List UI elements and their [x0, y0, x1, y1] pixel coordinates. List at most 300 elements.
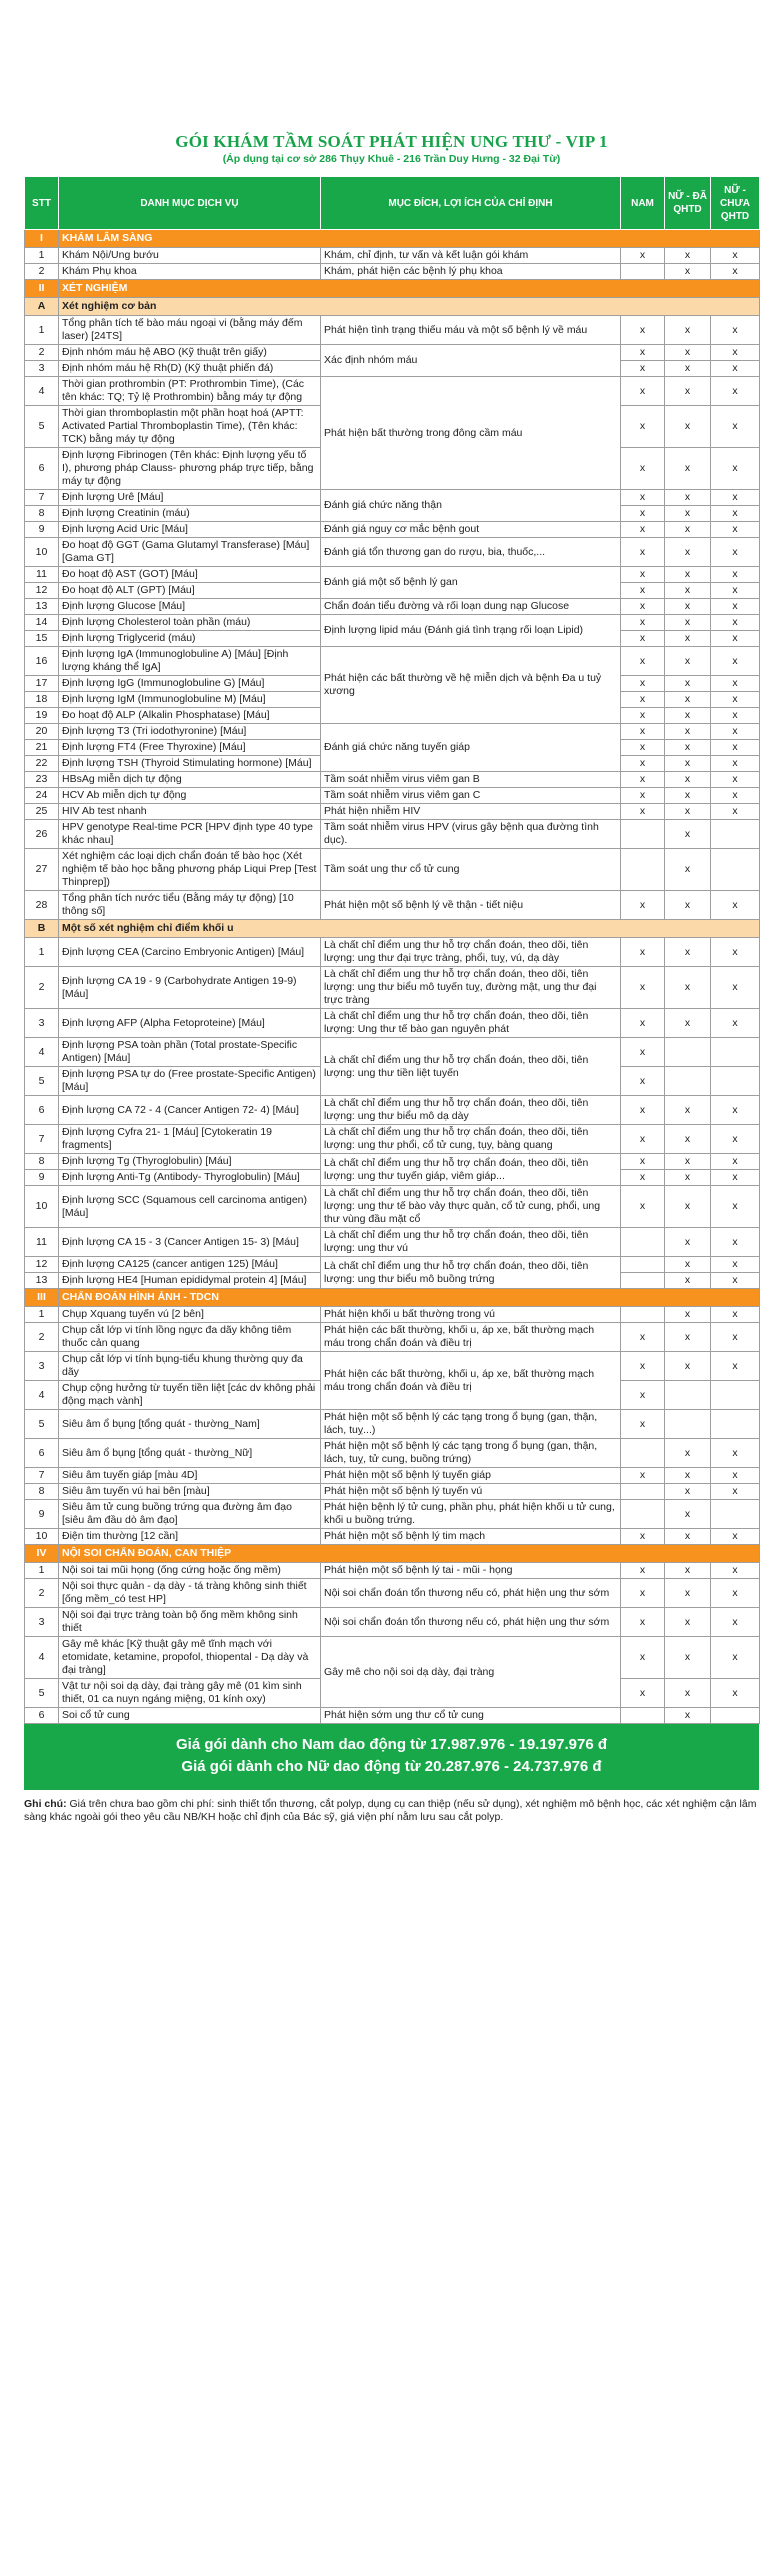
male-check: x — [621, 938, 665, 967]
male-check: x — [621, 567, 665, 583]
female-active-check: x — [665, 1637, 711, 1679]
female-inactive-check: x — [711, 448, 760, 490]
female-active-check: x — [665, 740, 711, 756]
col-header-female-active: NỮ - ĐÃ QHTD — [665, 177, 711, 230]
female-inactive-check: x — [711, 615, 760, 631]
row-number: 16 — [25, 647, 59, 676]
row-number: 2 — [25, 1323, 59, 1352]
service-purpose: Tầm soát nhiễm virus viêm gan B — [321, 772, 621, 788]
table-row — [25, 967, 760, 1009]
female-active-check: x — [665, 1228, 711, 1257]
service-name: Siêu âm tử cung buồng trứng qua đường âm đạo [siêu âm đầu dò âm đạo] — [59, 1500, 321, 1529]
service-name: HPV genotype Real-time PCR [HPV định type 40 type khác nhau] — [59, 820, 321, 849]
service-name: HCV Ab miễn dịch tự động — [59, 788, 321, 804]
male-check — [621, 1439, 665, 1468]
col-header-female-inactive: NỮ - CHƯA QHTD — [711, 177, 760, 230]
row-number: 11 — [25, 567, 59, 583]
service-name: Định lượng Anti-Tg (Antibody- Thyroglobulin) [Máu] — [59, 1170, 321, 1186]
female-active-check: x — [665, 1257, 711, 1273]
service-name: Định lượng IgG (Immunoglobuline G) [Máu] — [59, 676, 321, 692]
row-number: 23 — [25, 772, 59, 788]
row-number: 6 — [25, 448, 59, 490]
row-number: 9 — [25, 1170, 59, 1186]
female-active-check: x — [665, 849, 711, 891]
row-number: 12 — [25, 583, 59, 599]
male-check: x — [621, 1679, 665, 1708]
section-row — [25, 230, 760, 248]
male-check: x — [621, 248, 665, 264]
female-inactive-check: x — [711, 708, 760, 724]
service-name: HIV Ab test nhanh — [59, 804, 321, 820]
female-active-check: x — [665, 1468, 711, 1484]
service-purpose: Phát hiện các bất thường về hệ miễn dịch và bệnh Đa u tuỷ xương — [321, 647, 621, 724]
female-active-check: x — [665, 1170, 711, 1186]
male-check: x — [621, 708, 665, 724]
female-inactive-check: x — [711, 647, 760, 676]
female-inactive-check: x — [711, 891, 760, 920]
service-name: Đo hoạt độ ALP (Alkalin Phosphatase) [Máu] — [59, 708, 321, 724]
table-row — [25, 1439, 760, 1468]
row-number: 11 — [25, 1228, 59, 1257]
table-row — [25, 1708, 760, 1724]
female-inactive-check — [711, 1708, 760, 1724]
service-purpose: Gây mê cho nội soi dạ dày, đại tràng — [321, 1637, 621, 1708]
female-inactive-check: x — [711, 724, 760, 740]
table-row — [25, 1468, 760, 1484]
service-purpose: Phát hiện tình trạng thiếu máu và một số bệnh lý về máu — [321, 316, 621, 345]
male-check: x — [621, 1529, 665, 1545]
service-purpose: Là chất chỉ điểm ung thư hỗ trợ chẩn đoán, theo dõi, tiên lượng: ung thư phổi, cổ tử cung, tụy, bàng quang — [321, 1125, 621, 1154]
row-number: 10 — [25, 538, 59, 567]
page-subtitle: (Áp dụng tại cơ sở 286 Thụy Khuê - 216 Trần Duy Hưng - 32 Đại Từ) — [222, 153, 561, 165]
male-check: x — [621, 1096, 665, 1125]
male-check: x — [621, 1468, 665, 1484]
service-purpose: Phát hiện bệnh lý tử cung, phần phụ, phát hiện khối u tử cung, khối u buồng trứng. — [321, 1500, 621, 1529]
female-active-check: x — [665, 772, 711, 788]
female-active-check: x — [665, 506, 711, 522]
table-row — [25, 1484, 760, 1500]
row-number: 13 — [25, 1273, 59, 1289]
service-purpose: Tầm soát ung thư cổ tử cung — [321, 849, 621, 891]
female-active-check: x — [665, 583, 711, 599]
male-check: x — [621, 1608, 665, 1637]
service-name: Định lượng HE4 [Human epididymal protein 4] [Máu] — [59, 1273, 321, 1289]
section-number: IV — [25, 1545, 59, 1563]
service-purpose: Là chất chỉ điểm ung thư hỗ trợ chẩn đoán, theo dõi, tiên lượng: ung thư vú — [321, 1228, 621, 1257]
female-active-check: x — [665, 891, 711, 920]
male-check: x — [621, 647, 665, 676]
female-inactive-check: x — [711, 1186, 760, 1228]
male-check: x — [621, 1125, 665, 1154]
service-purpose: Là chất chỉ điểm ung thư hỗ trợ chẩn đoán, theo dõi, tiên lượng: ung thư biểu mô dạ dày — [321, 1096, 621, 1125]
female-inactive-check — [711, 1410, 760, 1439]
service-purpose: Phát hiện các bất thường, khối u, áp xe, bất thường mạch máu trong chẩn đoán và điều trị — [321, 1352, 621, 1410]
table-row — [25, 1307, 760, 1323]
female-inactive-check: x — [711, 567, 760, 583]
service-name: Định lượng CEA (Carcino Embryonic Antigen) [Máu] — [59, 938, 321, 967]
table-row — [25, 1228, 760, 1257]
female-inactive-check: x — [711, 967, 760, 1009]
female-inactive-check: x — [711, 772, 760, 788]
row-number: 8 — [25, 1484, 59, 1500]
female-active-check: x — [665, 1307, 711, 1323]
row-number: 4 — [25, 1038, 59, 1067]
service-name: Gây mê khác [Kỹ thuật gây mê tĩnh mạch với etomidate, ketamine, propofol, thiopental - Dạ dày và đại tràng] — [59, 1637, 321, 1679]
row-number: 26 — [25, 820, 59, 849]
male-check: x — [621, 967, 665, 1009]
row-number: 12 — [25, 1257, 59, 1273]
female-active-check: x — [665, 820, 711, 849]
female-inactive-check — [711, 1500, 760, 1529]
male-check: x — [621, 615, 665, 631]
female-inactive-check: x — [711, 1228, 760, 1257]
row-number: 6 — [25, 1096, 59, 1125]
female-active-check: x — [665, 967, 711, 1009]
note-label: Ghi chú: — [24, 1798, 67, 1810]
row-number: 24 — [25, 788, 59, 804]
table-row — [25, 1579, 760, 1608]
male-check: x — [621, 1410, 665, 1439]
female-active-check: x — [665, 1529, 711, 1545]
row-number: 10 — [25, 1529, 59, 1545]
female-active-check: x — [665, 448, 711, 490]
female-inactive-check — [711, 849, 760, 891]
table-row — [25, 248, 760, 264]
section-title: Một số xét nghiệm chỉ điểm khối u — [59, 920, 760, 938]
service-purpose: Là chất chỉ điểm ung thư hỗ trợ chẩn đoán, theo dõi, tiên lượng: ung thư tiền liệt tuyến — [321, 1038, 621, 1096]
female-inactive-check: x — [711, 406, 760, 448]
female-inactive-check: x — [711, 1439, 760, 1468]
service-name: Định lượng Urê [Máu] — [59, 490, 321, 506]
service-purpose: Phát hiện một số bệnh lý tuyến vú — [321, 1484, 621, 1500]
female-active-check: x — [665, 1009, 711, 1038]
table-row — [25, 1410, 760, 1439]
female-active-check: x — [665, 522, 711, 538]
male-check: x — [621, 740, 665, 756]
table-row — [25, 1038, 760, 1067]
service-purpose: Phát hiện một số bệnh lý tuyến giáp — [321, 1468, 621, 1484]
female-active-check: x — [665, 264, 711, 280]
table-row — [25, 724, 760, 740]
male-check — [621, 820, 665, 849]
female-inactive-check: x — [711, 361, 760, 377]
table-row — [25, 316, 760, 345]
row-number: 1 — [25, 316, 59, 345]
service-name: Thời gian thromboplastin một phần hoạt hoá (APTT: Activated Partial Thromboplastin Time), (Tên khác: TCK) bằng máy tự động — [59, 406, 321, 448]
service-purpose: Đánh giá tổn thương gan do rượu, bia, thuốc,... — [321, 538, 621, 567]
female-active-check: x — [665, 615, 711, 631]
service-name: Siêu âm ổ bụng [tổng quát - thường_Nam] — [59, 1410, 321, 1439]
service-name: Chụp Xquang tuyến vú [2 bên] — [59, 1307, 321, 1323]
female-inactive-check: x — [711, 1352, 760, 1381]
table-row — [25, 820, 760, 849]
service-name: Khám Phụ khoa — [59, 264, 321, 280]
female-active-check: x — [665, 361, 711, 377]
female-active-check: x — [665, 1096, 711, 1125]
female-inactive-check: x — [711, 1096, 760, 1125]
female-active-check: x — [665, 1352, 711, 1381]
service-name: Định lượng IgA (Immunoglobuline A) [Máu] [Định lượng kháng thể IgA] — [59, 647, 321, 676]
table-row — [25, 1500, 760, 1529]
row-number: 22 — [25, 756, 59, 772]
service-name: Đo hoạt độ GGT (Gama Glutamyl Transferase) [Máu] [Gama GT] — [59, 538, 321, 567]
table-row — [25, 567, 760, 583]
service-purpose: Là chất chỉ điểm ung thư hỗ trợ chẩn đoán, theo dõi, tiên lượng: Ung thư tế bào gan nguyên phát — [321, 1009, 621, 1038]
row-number: 10 — [25, 1186, 59, 1228]
table-row — [25, 1323, 760, 1352]
service-purpose: Nội soi chẩn đoán tổn thương nếu có, phát hiện ung thư sớm — [321, 1608, 621, 1637]
female-active-check — [665, 1038, 711, 1067]
page-title: GÓI KHÁM TẦM SOÁT PHÁT HIỆN UNG THƯ - VIP 1 — [175, 132, 608, 151]
female-active-check: x — [665, 1608, 711, 1637]
table-row — [25, 599, 760, 615]
row-number: 3 — [25, 361, 59, 377]
female-inactive-check: x — [711, 345, 760, 361]
col-header-stt: STT — [25, 177, 59, 230]
female-active-check: x — [665, 377, 711, 406]
row-number: 1 — [25, 248, 59, 264]
female-active-check: x — [665, 788, 711, 804]
female-active-check: x — [665, 567, 711, 583]
service-purpose: Phát hiện một số bệnh lý về thận - tiết niệu — [321, 891, 621, 920]
table-row — [25, 804, 760, 820]
female-inactive-check: x — [711, 1679, 760, 1708]
table-row — [25, 1009, 760, 1038]
male-check: x — [621, 724, 665, 740]
row-number: 3 — [25, 1352, 59, 1381]
service-name: Định lượng Cholesterol toàn phần (máu) — [59, 615, 321, 631]
male-check: x — [621, 490, 665, 506]
table-row — [25, 1096, 760, 1125]
table-row — [25, 345, 760, 361]
female-active-check: x — [665, 1439, 711, 1468]
service-purpose: Là chất chỉ điểm ung thư hỗ trợ chẩn đoán, theo dõi, tiên lượng: ung thư tuyến giáp, viêm giáp... — [321, 1154, 621, 1186]
service-name: Siêu âm tuyến giáp [màu 4D] — [59, 1468, 321, 1484]
female-active-check: x — [665, 248, 711, 264]
female-inactive-check: x — [711, 1125, 760, 1154]
row-number: 19 — [25, 708, 59, 724]
service-purpose: Phát hiện một số bệnh lý tai - mũi - họng — [321, 1563, 621, 1579]
female-active-check: x — [665, 538, 711, 567]
male-check: x — [621, 891, 665, 920]
male-check: x — [621, 1067, 665, 1096]
female-inactive-check: x — [711, 1170, 760, 1186]
female-inactive-check: x — [711, 631, 760, 647]
male-check — [621, 264, 665, 280]
service-name: Định lượng CA 19 - 9 (Carbohydrate Antigen 19-9) [Máu] — [59, 967, 321, 1009]
female-inactive-check: x — [711, 1009, 760, 1038]
table-row — [25, 1352, 760, 1381]
section-number: II — [25, 280, 59, 298]
row-number: 20 — [25, 724, 59, 740]
male-check — [621, 1708, 665, 1724]
header — [0, 0, 783, 176]
service-purpose: Xác định nhóm máu — [321, 345, 621, 377]
female-inactive-check: x — [711, 538, 760, 567]
male-check: x — [621, 522, 665, 538]
row-number: 3 — [25, 1608, 59, 1637]
row-number: 8 — [25, 506, 59, 522]
row-number: 6 — [25, 1439, 59, 1468]
col-header-male: NAM — [621, 177, 665, 230]
female-active-check: x — [665, 708, 711, 724]
female-active-check: x — [665, 1125, 711, 1154]
table-body — [25, 230, 760, 1724]
female-inactive-check: x — [711, 1468, 760, 1484]
service-name: Nội soi thực quản - dạ dày - tá tràng không sinh thiết [ống mềm_có test HP] — [59, 1579, 321, 1608]
female-inactive-check: x — [711, 506, 760, 522]
row-number: 4 — [25, 377, 59, 406]
service-name: Đo hoạt độ ALT (GPT) [Máu] — [59, 583, 321, 599]
service-purpose: Tầm soát nhiễm virus HPV (virus gây bệnh qua đường tình dục). — [321, 820, 621, 849]
male-check: x — [621, 406, 665, 448]
male-check: x — [621, 599, 665, 615]
service-purpose: Phát hiện một số bệnh lý các tạng trong ổ bụng (gan, thận, lách, tuỵ, tử cung, buồng trứng) — [321, 1439, 621, 1468]
row-number: 13 — [25, 599, 59, 615]
row-number: 7 — [25, 1125, 59, 1154]
table-row — [25, 1125, 760, 1154]
table-row — [25, 1257, 760, 1273]
male-check: x — [621, 1381, 665, 1410]
male-check: x — [621, 345, 665, 361]
female-inactive-check: x — [711, 692, 760, 708]
service-name: Đo hoạt độ AST (GOT) [Máu] — [59, 567, 321, 583]
female-active-check: x — [665, 490, 711, 506]
service-name: Điện tim thường [12 cần] — [59, 1529, 321, 1545]
service-name: HBsAg miễn dịch tự động — [59, 772, 321, 788]
female-active-check: x — [665, 631, 711, 647]
section-row — [25, 1545, 760, 1563]
service-name: Định lượng AFP (Alpha Fetoproteine) [Máu] — [59, 1009, 321, 1038]
female-inactive-check: x — [711, 938, 760, 967]
male-check: x — [621, 538, 665, 567]
table-row — [25, 264, 760, 280]
row-number: 17 — [25, 676, 59, 692]
male-check: x — [621, 583, 665, 599]
service-name: Nội soi tai mũi họng (ống cứng hoặc ống mềm) — [59, 1563, 321, 1579]
service-purpose: Khám, phát hiện các bệnh lý phụ khoa — [321, 264, 621, 280]
row-number: 9 — [25, 522, 59, 538]
female-active-check: x — [665, 756, 711, 772]
service-purpose: Khám, chỉ định, tư vấn và kết luận gói khám — [321, 248, 621, 264]
service-name: Định lượng T3 (Tri iodothyronine) [Máu] — [59, 724, 321, 740]
service-name: Định nhóm máu hệ Rh(D) (Kỹ thuật phiến đá) — [59, 361, 321, 377]
female-active-check: x — [665, 804, 711, 820]
male-check — [621, 1500, 665, 1529]
male-check: x — [621, 316, 665, 345]
female-inactive-check: x — [711, 1273, 760, 1289]
female-active-check — [665, 1381, 711, 1410]
table-row — [25, 538, 760, 567]
price-male: Giá gói dành cho Nam dao động từ 17.987.976 - 19.197.976 đ — [175, 1736, 607, 1753]
female-inactive-check: x — [711, 1257, 760, 1273]
row-number: 9 — [25, 1500, 59, 1529]
row-number: 1 — [25, 1563, 59, 1579]
female-inactive-check: x — [711, 756, 760, 772]
female-active-check: x — [665, 316, 711, 345]
section-number: III — [25, 1289, 59, 1307]
male-check: x — [621, 692, 665, 708]
female-active-check: x — [665, 724, 711, 740]
female-inactive-check: x — [711, 490, 760, 506]
male-check: x — [621, 1038, 665, 1067]
subsection-row — [25, 298, 760, 316]
male-check: x — [621, 676, 665, 692]
service-purpose: Chẩn đoán tiểu đường và rối loạn dung nạp Glucose — [321, 599, 621, 615]
service-purpose: Định lượng lipid máu (Đánh giá tình trạng rối loạn Lipid) — [321, 615, 621, 647]
female-active-check: x — [665, 406, 711, 448]
female-inactive-check: x — [711, 1484, 760, 1500]
female-inactive-check: x — [711, 316, 760, 345]
row-number: 5 — [25, 1067, 59, 1096]
service-name: Định lượng PSA tự do (Free prostate-Specific Antigen) [Máu] — [59, 1067, 321, 1096]
service-purpose: Phát hiện bất thường trong đông cầm máu — [321, 377, 621, 490]
service-purpose: Nội soi chẩn đoán tổn thương nếu có, phát hiện ung thư sớm — [321, 1579, 621, 1608]
female-inactive-check: x — [711, 788, 760, 804]
row-number: 21 — [25, 740, 59, 756]
female-inactive-check: x — [711, 676, 760, 692]
table-row — [25, 891, 760, 920]
female-inactive-check: x — [711, 248, 760, 264]
table-row — [25, 1529, 760, 1545]
female-active-check — [665, 1410, 711, 1439]
service-name: Định lượng Cyfra 21- 1 [Máu] [Cytokeratin 19 fragments] — [59, 1125, 321, 1154]
service-purpose: Tầm soát nhiễm virus viêm gan C — [321, 788, 621, 804]
price-banner — [24, 1724, 759, 1790]
service-name: Định lượng PSA toàn phần (Total prostate-Specific Antigen) [Máu] — [59, 1038, 321, 1067]
service-purpose: Là chất chỉ điểm ung thư hỗ trợ chẩn đoán, theo dõi, tiên lượng: ung thư đại trực tràng, phổi, tuỵ, vú, dạ dày — [321, 938, 621, 967]
female-inactive-check: x — [711, 740, 760, 756]
female-active-check: x — [665, 1323, 711, 1352]
section-title: NỘI SOI CHẨN ĐOÁN, CAN THIỆP — [59, 1545, 760, 1563]
row-number: 8 — [25, 1154, 59, 1170]
table-row — [25, 938, 760, 967]
male-check: x — [621, 756, 665, 772]
table-header-row — [25, 177, 760, 230]
female-inactive-check: x — [711, 377, 760, 406]
male-check: x — [621, 448, 665, 490]
service-name: Định lượng Triglycerid (máu) — [59, 631, 321, 647]
row-number: 3 — [25, 1009, 59, 1038]
row-number: 15 — [25, 631, 59, 647]
service-purpose: Phát hiện một số bệnh lý tim mạch — [321, 1529, 621, 1545]
female-active-check: x — [665, 1273, 711, 1289]
row-number: 1 — [25, 938, 59, 967]
table-row — [25, 849, 760, 891]
female-inactive-check: x — [711, 1563, 760, 1579]
row-number: 25 — [25, 804, 59, 820]
row-number: 5 — [25, 1410, 59, 1439]
male-check: x — [621, 1186, 665, 1228]
female-inactive-check: x — [711, 1323, 760, 1352]
female-inactive-check — [711, 820, 760, 849]
service-name: Vật tư nội soi dạ dày, đại tràng gây mê (01 kìm sinh thiết, 01 ca nuyn ngáng miệng, 01 kính oxy) — [59, 1679, 321, 1708]
table-row — [25, 522, 760, 538]
table-row — [25, 1186, 760, 1228]
service-name: Định lượng Fibrinogen (Tên khác: Định lượng yếu tố I), phương pháp Clauss- phương pháp trực tiếp, bằng máy tự động — [59, 448, 321, 490]
row-number: 7 — [25, 490, 59, 506]
table-row — [25, 1154, 760, 1170]
service-purpose: Phát hiện khối u bất thường trong vú — [321, 1307, 621, 1323]
male-check — [621, 1307, 665, 1323]
section-title: XÉT NGHIỆM — [59, 280, 760, 298]
male-check: x — [621, 1579, 665, 1608]
female-active-check: x — [665, 1186, 711, 1228]
female-active-check: x — [665, 676, 711, 692]
female-active-check: x — [665, 1679, 711, 1708]
col-header-purpose: MỤC ĐÍCH, LỢI ÍCH CỦA CHỈ ĐỊNH — [321, 177, 621, 230]
female-active-check — [665, 1067, 711, 1096]
